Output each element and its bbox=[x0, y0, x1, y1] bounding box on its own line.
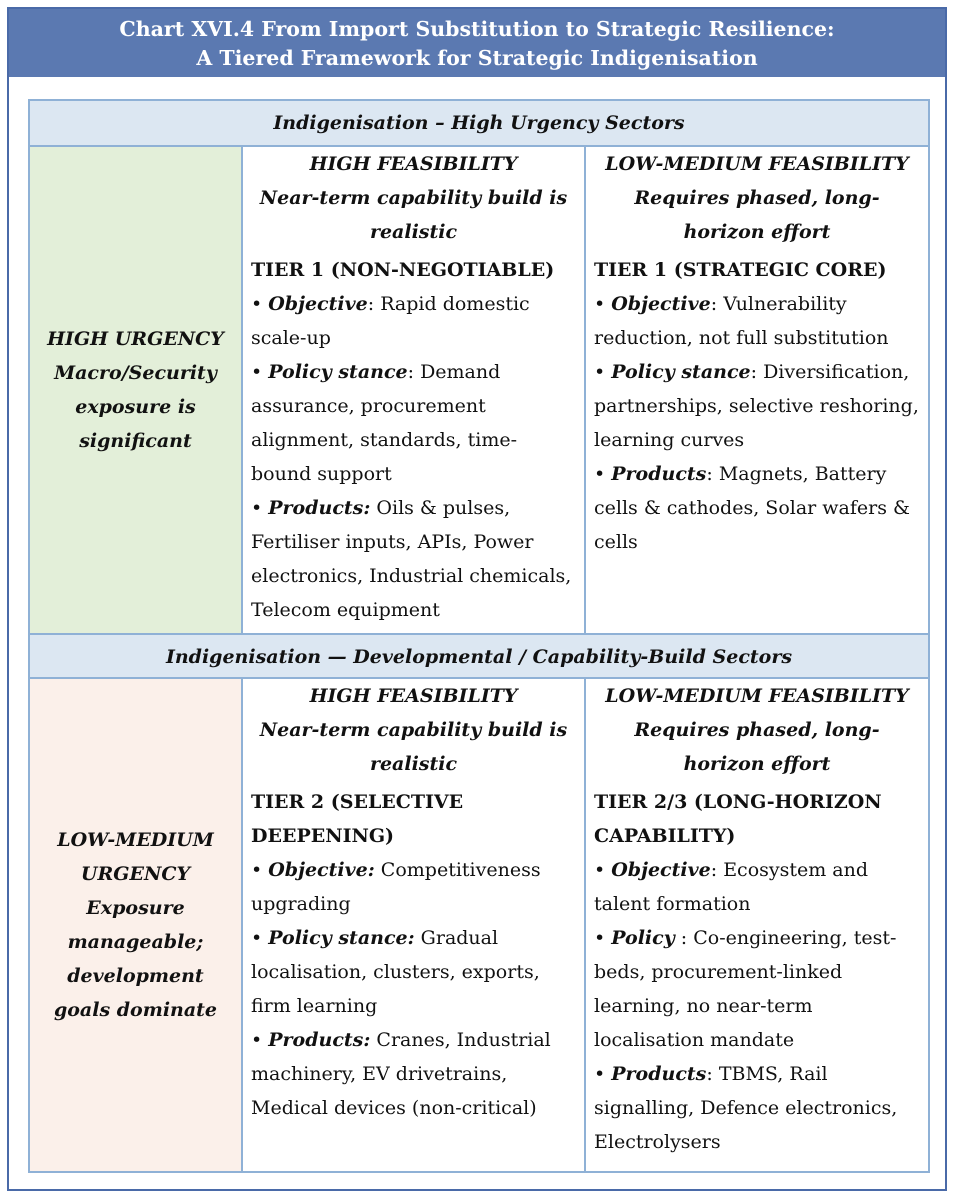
urgency-line: development bbox=[67, 965, 204, 987]
urgency-line: HIGH URGENCY bbox=[47, 328, 224, 350]
urgency-line: Macro/Security bbox=[54, 362, 217, 384]
policy-label: Policy bbox=[611, 927, 675, 949]
title-line-1: Chart XVI.4 From Import Substitution to Strategic Resilience: bbox=[119, 17, 835, 41]
products-item: • Products: Magnets, Battery cells & cathodes, Solar wafers & cells bbox=[594, 463, 910, 553]
tier2-high-feasibility-cell bbox=[243, 679, 586, 1171]
tier-label: TIER 2/3 (LONG-HORIZON CAPABILITY) bbox=[594, 791, 882, 847]
urgency-line: exposure is bbox=[75, 396, 196, 418]
objective-text: : Vulnerability reduction, not full substitution bbox=[594, 293, 889, 349]
products-label: Products: bbox=[268, 1029, 371, 1051]
policy-item: • Policy stance: Diversification, partnerships, selective reshoring, learning curves bbox=[594, 361, 919, 451]
objective-item: • Objective: Vulnerability reduction, not full substitution bbox=[594, 293, 889, 349]
urgency-line: significant bbox=[79, 430, 192, 452]
products-item: • Products: Oils & pulses, Fertiliser inputs, APIs, Power electronics, Industrial chemicals, Telecom equipment bbox=[251, 497, 572, 621]
objective-item: • Objective: Competitiveness upgrading bbox=[251, 859, 541, 915]
tier-label: TIER 1 (NON-NEGOTIABLE) bbox=[251, 259, 555, 281]
urgency-line: Exposure bbox=[86, 897, 185, 919]
urgency-line: goals dominate bbox=[53, 999, 218, 1021]
feasibility-subtitle: Requires phased, long- bbox=[634, 187, 880, 209]
feasibility-subtitle: realistic bbox=[369, 221, 458, 243]
urgency-cell-low-medium bbox=[30, 679, 243, 1171]
tier-label: TIER 1 (STRATEGIC CORE) bbox=[594, 259, 887, 281]
products-text: : TBMS, Rail signalling, Defence electronics, Electrolysers bbox=[594, 1063, 898, 1153]
title-line-2: A Tiered Framework for Strategic Indigenisation bbox=[196, 46, 758, 70]
feasibility-subtitle: horizon effort bbox=[683, 753, 831, 775]
policy-label: Policy stance: bbox=[268, 927, 415, 949]
policy-label: Policy stance bbox=[268, 361, 408, 383]
chart-frame bbox=[7, 7, 947, 1191]
urgency-cell-high bbox=[30, 147, 243, 633]
feasibility-subtitle: realistic bbox=[369, 753, 458, 775]
tier1-low-feasibility-cell bbox=[586, 147, 928, 633]
products-label: Products: bbox=[268, 497, 371, 519]
urgency-line: LOW-MEDIUM bbox=[57, 829, 214, 851]
policy-item: • Policy stance: Gradual localisation, clusters, exports, firm learning bbox=[251, 927, 540, 1017]
objective-label: Objective bbox=[611, 293, 711, 315]
products-text: : Magnets, Battery cells & cathodes, Solar wafers & cells bbox=[594, 463, 910, 553]
products-text: Cranes, Industrial machinery, EV drivetrains, Medical devices (non-critical) bbox=[251, 1029, 551, 1119]
urgency-line: manageable; bbox=[67, 931, 204, 953]
feasibility-heading bbox=[594, 679, 920, 781]
urgency-line: URGENCY bbox=[80, 863, 191, 885]
feasibility-subtitle: Near-term capability build is bbox=[259, 187, 568, 209]
products-label: Products bbox=[611, 463, 707, 485]
policy-text: : Co-engineering, test-beds, procurement-linked learning, no near-term localisation mandate bbox=[594, 927, 897, 1051]
policy-text: : Diversification, partnerships, selective reshoring, learning curves bbox=[594, 361, 919, 451]
policy-item: • Policy : Co-engineering, test-beds, procurement-linked learning, no near-term localisation mandate bbox=[594, 927, 897, 1051]
feasibility-title: HIGH FEASIBILITY bbox=[309, 685, 518, 707]
feasibility-title: HIGH FEASIBILITY bbox=[309, 153, 518, 175]
objective-text: : Ecosystem and talent formation bbox=[594, 859, 869, 915]
policy-text: Gradual localisation, clusters, exports, firm learning bbox=[251, 927, 540, 1017]
chart-title bbox=[9, 9, 945, 77]
feasibility-title: LOW-MEDIUM FEASIBILITY bbox=[605, 685, 909, 707]
policy-text: : Demand assurance, procurement alignment, standards, time-bound support bbox=[251, 361, 517, 485]
objective-label: Objective bbox=[611, 859, 711, 881]
objective-label: Objective bbox=[268, 293, 368, 315]
feasibility-subtitle: Near-term capability build is bbox=[259, 719, 568, 741]
objective-label: Objective: bbox=[268, 859, 375, 881]
objective-item: • Objective: Rapid domestic scale-up bbox=[251, 293, 530, 349]
products-item: • Products: Cranes, Industrial machinery, EV drivetrains, Medical devices (non-critical) bbox=[251, 1029, 551, 1119]
feasibility-subtitle: horizon effort bbox=[683, 221, 831, 243]
feasibility-heading bbox=[251, 679, 576, 781]
feasibility-heading bbox=[594, 147, 920, 249]
tier1-high-feasibility-cell bbox=[243, 147, 586, 633]
objective-text: Competitiveness upgrading bbox=[251, 859, 541, 915]
feasibility-subtitle: Requires phased, long- bbox=[634, 719, 880, 741]
framework-table bbox=[28, 99, 930, 1173]
products-label: Products bbox=[611, 1063, 707, 1085]
objective-item: • Objective: Ecosystem and talent formation bbox=[594, 859, 869, 915]
products-item: • Products: TBMS, Rail signalling, Defence electronics, Electrolysers bbox=[594, 1063, 898, 1153]
feasibility-heading bbox=[251, 147, 576, 249]
objective-text: : Rapid domestic scale-up bbox=[251, 293, 530, 349]
policy-item: • Policy stance: Demand assurance, procurement alignment, standards, time-bound support bbox=[251, 361, 517, 485]
tier-label: TIER 2 (SELECTIVE DEEPENING) bbox=[251, 791, 464, 847]
products-text: Oils & pulses, Fertiliser inputs, APIs, Power electronics, Industrial chemicals, Telecom equipment bbox=[251, 497, 572, 621]
feasibility-title: LOW-MEDIUM FEASIBILITY bbox=[605, 153, 909, 175]
policy-label: Policy stance bbox=[611, 361, 751, 383]
section-header-high-urgency: Indigenisation – High Urgency Sectors bbox=[30, 101, 928, 147]
section-header-developmental: Indigenisation — Developmental / Capability-Build Sectors bbox=[30, 633, 928, 679]
tier23-low-feasibility-cell bbox=[586, 679, 928, 1171]
